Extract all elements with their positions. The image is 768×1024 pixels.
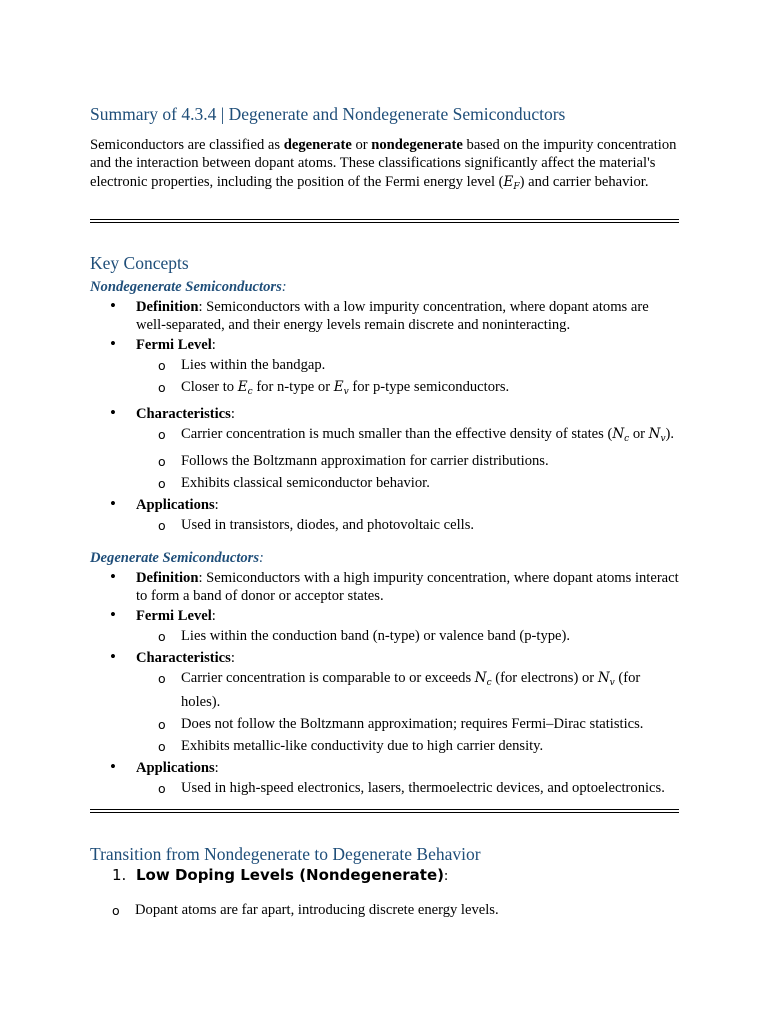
- sub-list-item: o Carrier concentration is comparable to or exceeds $N_c$ (for electrons) or $N_v$ (for holes).: [136, 669, 680, 712]
- sub-list-item: o Dopant atoms are far apart, introducing discrete energy levels.: [90, 901, 680, 920]
- term-nondegenerate: nondegenerate: [371, 137, 463, 153]
- step-item: 1. Low Doping Levels (Nondegenerate):: [112, 866, 449, 884]
- nondegenerate-heading: Nondegenerate Semiconductors:: [90, 279, 287, 295]
- list-item: • Fermi Level: o Lies within the bandgap. o Closer to $E_c$ for n-type or $E_v$ for p-type semiconductors.: [90, 336, 680, 402]
- sub-list-item: o Used in transistors, diodes, and photovoltaic cells.: [136, 516, 680, 535]
- intro-text: based on the impurity concentration and the interaction between dopant atoms. These classifications significantly affect the material's electronic properties, including the position of the Fermi energy level (: [90, 137, 677, 190]
- list-item: • Characteristics: o Carrier concentration is comparable to or exceeds $N_c$ (for electrons) or $N_v$ (for holes). o Does not follow the Boltzmann approximation; requires Fermi–Dirac statistics. o Exhibits metallic-like conductivity due to high carrier density.: [90, 649, 680, 756]
- sub-list-item: o Carrier concentration is much smaller than the effective density of states ($N_c$ or $N_v$).: [136, 425, 680, 449]
- list-item: • Definition: Semiconductors with a low impurity concentration, where dopant atoms are well-separated, and their energy levels remain discrete and noninteracting.: [90, 298, 680, 334]
- sub-list-item: o Exhibits classical semiconductor behavior.: [136, 474, 680, 493]
- transition-heading: Transition from Nondegenerate to Degenerate Behavior: [90, 844, 481, 864]
- term-degenerate: degenerate: [283, 137, 352, 153]
- list-item: • Definition: Semiconductors with a high impurity concentration, where dopant atoms interact to form a band of donor or acceptor states.: [90, 569, 680, 605]
- sub-list-item: o Used in high-speed electronics, lasers, thermoelectric devices, and optoelectronics.: [136, 779, 680, 798]
- sub-list-item: o Lies within the conduction band (n-type) or valence band (p-type).: [136, 627, 680, 646]
- sub-list-item: o Does not follow the Boltzmann approximation; requires Fermi–Dirac statistics.: [136, 715, 680, 734]
- list-item: • Applications: o Used in high-speed electronics, lasers, thermoelectric devices, and optoelectronics.: [90, 759, 680, 798]
- degenerate-heading: Degenerate Semiconductors:: [90, 550, 264, 566]
- section-divider: [90, 219, 679, 223]
- step-title: Low Doping Levels (Nondegenerate): [136, 866, 444, 884]
- list-item: • Characteristics: o Carrier concentration is much smaller than the effective density of states ($N_c$ or $N_v$). o Follows the Boltzmann approximation for carrier distributions. o Exhibits classical semiconductor behavior.: [90, 405, 680, 493]
- sub-list-item: o Closer to $E_c$ for n-type or $E_v$ for p-type semiconductors.: [136, 378, 680, 402]
- page-title: Summary of 4.3.4 | Degenerate and Nondegenerate Semiconductors: [90, 104, 566, 124]
- nondegenerate-section: [90, 298, 680, 538]
- intro-text: or: [351, 137, 372, 153]
- sub-list-item: o Follows the Boltzmann approximation for carrier distributions.: [136, 452, 680, 471]
- intro-text: ) and carrier behavior.: [519, 173, 649, 190]
- intro-text: Semiconductors are classified as: [90, 137, 284, 153]
- list-item: • Fermi Level: o Lies within the conduction band (n-type) or valence band (p-type).: [90, 607, 680, 646]
- transition-step-1-details: [90, 899, 680, 923]
- intro-paragraph: [90, 136, 680, 196]
- degenerate-section: [90, 569, 680, 801]
- sub-list-item: o Exhibits metallic-like conductivity due to high carrier density.: [136, 737, 680, 756]
- fermi-symbol: $E_F$: [503, 173, 520, 192]
- sub-list-item: o Lies within the bandgap.: [136, 356, 680, 375]
- section-divider: [90, 809, 679, 813]
- step-number: 1.: [112, 866, 127, 884]
- list-item: • Applications: o Used in transistors, diodes, and photovoltaic cells.: [90, 496, 680, 535]
- transition-steps: [90, 866, 448, 885]
- key-concepts-heading: Key Concepts: [90, 253, 189, 273]
